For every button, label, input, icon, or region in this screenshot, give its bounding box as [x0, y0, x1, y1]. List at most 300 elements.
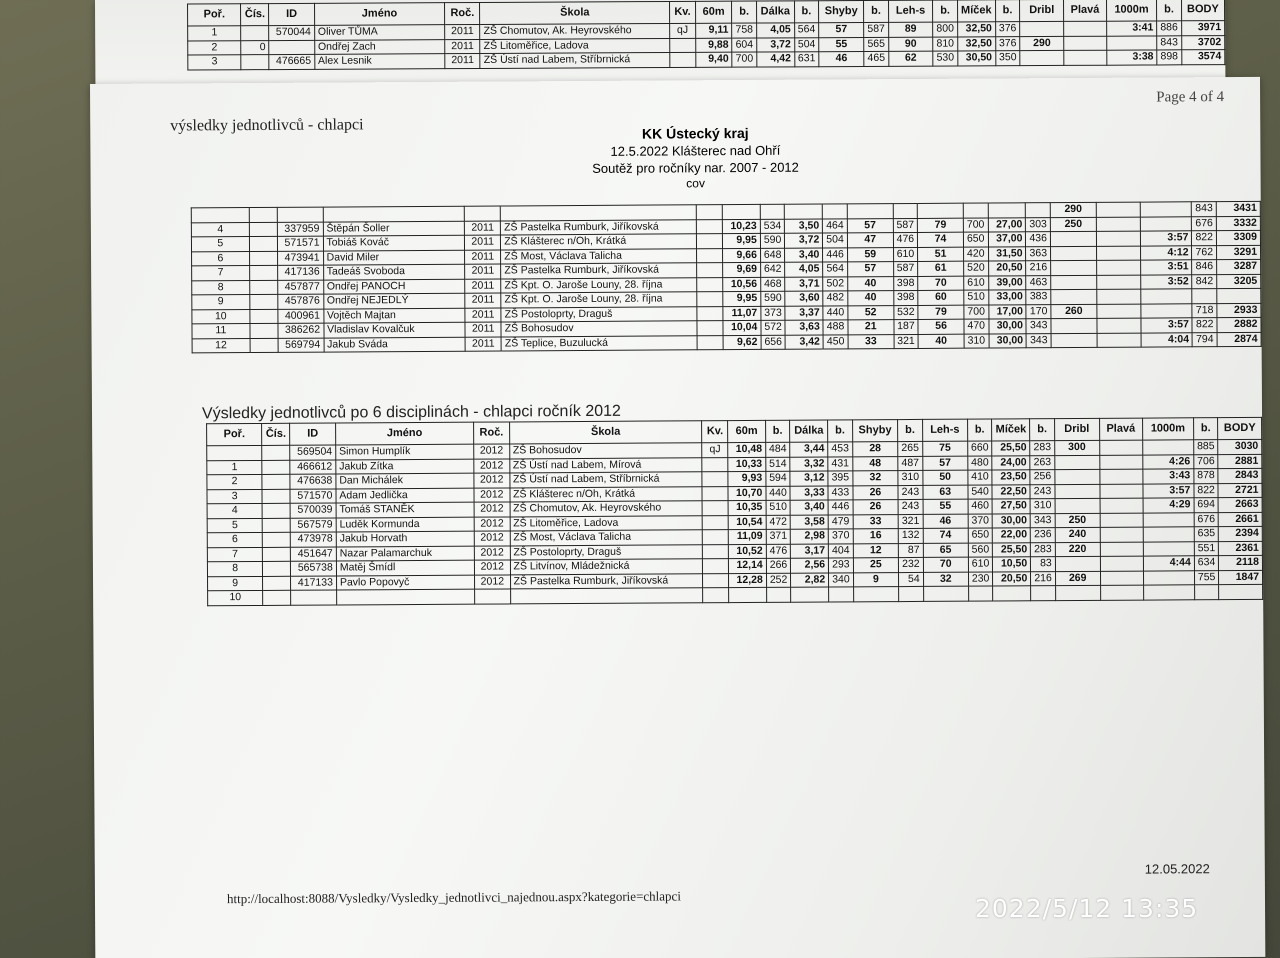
cell-por: 4 — [191, 222, 249, 237]
title-line-1: KK Ústecký kraj — [641, 124, 749, 142]
cell-roc: 2011 — [465, 249, 501, 264]
cell-micek: 37,00 — [988, 232, 1026, 247]
cell-cis — [250, 309, 278, 324]
cell-lehs: 90 — [888, 37, 933, 52]
cell-kv — [703, 559, 729, 574]
cell-plava — [1064, 50, 1107, 65]
column-header-b3: b. — [898, 419, 923, 441]
cell-kv — [670, 52, 696, 67]
cell-shyby: 52 — [848, 305, 894, 320]
cell-b4: 480 — [968, 455, 993, 470]
cell-dalka: 2,56 — [791, 558, 829, 573]
cell-b6: 842 — [1192, 274, 1217, 289]
cell-dalka: 3,50 — [785, 219, 823, 234]
cell-body: 3205 — [1217, 274, 1261, 289]
cell-plava — [1100, 571, 1143, 586]
cell-skola: ZŠ Kpt. O. Jaroše Louny, 28. října — [501, 292, 697, 308]
cell-km — [1142, 440, 1193, 455]
cell-id: 570039 — [290, 503, 336, 518]
cell-id: 571571 — [277, 236, 323, 251]
cell-b4: 540 — [968, 484, 993, 499]
cell-jmeno: David Miler — [323, 250, 465, 265]
cell-dribl: 220 — [1055, 542, 1100, 557]
cell-b6: 885 — [1194, 440, 1219, 455]
cell-plava — [1064, 36, 1107, 51]
cell-micek: 27,50 — [992, 499, 1030, 514]
cell-b2: 482 — [823, 291, 848, 306]
cell-shyby: 57 — [847, 218, 893, 233]
cell-b1: 534 — [760, 219, 785, 234]
cell-cis — [249, 251, 277, 266]
cell-roc: 2012 — [474, 516, 510, 531]
column-header-b4: b. — [933, 0, 958, 22]
cell-plava — [1097, 289, 1141, 304]
cell-b4: 310 — [964, 334, 989, 349]
cell-por: 5 — [207, 518, 262, 533]
cell-m60: 10,70 — [728, 486, 766, 501]
cell-por: 11 — [192, 324, 250, 339]
cell-cis — [263, 576, 291, 591]
cell-shyby: 32 — [853, 471, 899, 486]
header-left: výsledky jednotlivců - chlapci — [170, 116, 364, 135]
cell-b6: 551 — [1194, 541, 1219, 556]
cell-id: 400961 — [277, 309, 323, 324]
cell-b2: 479 — [828, 514, 853, 529]
cell-b6: 846 — [1192, 260, 1217, 275]
column-header-b3: b. — [864, 0, 889, 22]
cell-b3: 587 — [864, 22, 889, 37]
cell-skola: ZŠ Pastelka Rumburk, Jiříkovská — [501, 219, 697, 235]
cell-plava — [1100, 585, 1143, 600]
cell-roc: 2011 — [465, 293, 501, 308]
cell-roc: 2012 — [474, 458, 510, 473]
cell-lehs: 32 — [923, 572, 968, 587]
column-header-dalka: Dálka — [790, 420, 828, 442]
cell-id: 417136 — [277, 265, 323, 280]
cell-km — [1140, 289, 1192, 304]
cell-jmeno — [336, 589, 474, 604]
cell-dalka: 3,60 — [785, 291, 823, 306]
cell-km: 3:57 — [1143, 483, 1194, 498]
cell-b3: 587 — [893, 261, 918, 276]
cell-b3: 465 — [864, 51, 889, 66]
cell-m60: 12,28 — [729, 573, 767, 588]
cell-dribl — [1055, 585, 1100, 600]
cell-lehs: 74 — [918, 232, 964, 247]
cell-lehs: 51 — [918, 247, 964, 262]
cell-plava — [1100, 556, 1143, 571]
cell-m60: 10,33 — [728, 457, 766, 472]
cell-b1 — [766, 587, 791, 602]
column-header-dribl: Dribl — [1054, 418, 1099, 440]
cell-body: 2933 — [1217, 303, 1261, 318]
cell-plava — [1099, 440, 1142, 455]
cell-cis — [249, 222, 277, 237]
cell-b5: 383 — [1026, 290, 1051, 305]
column-header-dribl: Dribl — [1020, 0, 1064, 22]
cell-m60: 11,09 — [728, 529, 766, 544]
cell-body: 2661 — [1218, 512, 1262, 527]
cell-km — [1143, 512, 1194, 527]
cell-roc: 2011 — [465, 336, 501, 351]
cell-dalka: 3,12 — [790, 471, 828, 486]
column-header-b5: b. — [995, 0, 1020, 22]
cell-b3: 310 — [898, 470, 923, 485]
cell-b4: 470 — [964, 319, 989, 334]
cell-body: 2361 — [1219, 541, 1263, 556]
cell-dribl — [1051, 318, 1097, 333]
cell-roc: 2011 — [445, 24, 480, 39]
cell-cis — [263, 532, 291, 547]
cell-body — [1219, 584, 1263, 599]
cell-dribl: 240 — [1055, 527, 1100, 542]
cell-m60: 9,69 — [722, 262, 760, 277]
page-label: Page 4 of 4 — [1156, 89, 1225, 106]
cell-por: 7 — [207, 547, 262, 562]
column-header-jmeno: Jméno — [314, 3, 445, 26]
cell-plava — [1096, 260, 1140, 275]
cell-b5: 283 — [1031, 542, 1056, 557]
cell-dalka: 3,33 — [790, 485, 828, 500]
cell-body: 1847 — [1219, 570, 1263, 585]
cell-cis — [262, 460, 290, 475]
cell-por: 10 — [192, 309, 250, 324]
cell-por: 7 — [192, 266, 250, 281]
cell-plava — [1100, 484, 1143, 499]
cell-por: 8 — [207, 561, 262, 576]
cell-micek: 27,00 — [988, 217, 1026, 232]
cell-cis — [250, 338, 278, 353]
cell-roc: 2012 — [475, 574, 511, 589]
cell-roc: 2012 — [474, 487, 510, 502]
cell-dalka: 3,44 — [790, 442, 828, 457]
cell-b5: 256 — [1030, 470, 1055, 485]
cell-m60: 9,11 — [695, 23, 732, 38]
cell-skola: ZŠ Most, Václava Talicha — [501, 248, 697, 264]
cell-b1: 700 — [732, 52, 757, 67]
cell-b1: 440 — [766, 486, 791, 501]
cell-b3: 132 — [898, 528, 923, 543]
cell-cis — [250, 323, 278, 338]
cell-roc: 2011 — [445, 53, 480, 68]
cell-lehs: 62 — [889, 51, 934, 66]
cell-lehs: 60 — [918, 290, 964, 305]
column-header-plava: Plavá — [1099, 418, 1142, 440]
column-header-micek: Míček — [957, 0, 995, 22]
column-header-km: 1000m — [1106, 0, 1156, 21]
cell-por — [207, 445, 262, 460]
cell-roc: 2012 — [474, 502, 510, 517]
cell-body: 2882 — [1217, 317, 1261, 332]
cell-cis — [250, 294, 278, 309]
cell-b2: 502 — [823, 276, 848, 291]
cell-jmeno: Ondřej Zach — [314, 39, 445, 54]
cell-body: 2394 — [1219, 526, 1263, 541]
cell-por: 6 — [192, 251, 250, 266]
cell-kv — [703, 515, 729, 530]
cell-skola: ZŠ Pastelka Rumburk, Jiříkovská — [501, 263, 697, 279]
cell-b1: 373 — [761, 306, 786, 321]
column-header-b1: b. — [765, 420, 790, 442]
cell-lehs — [923, 586, 968, 601]
cell-kv — [703, 588, 729, 603]
cell-b6: 843 — [1192, 202, 1217, 217]
cell-dalka: 4,05 — [785, 262, 823, 277]
cell-lehs: 79 — [918, 305, 964, 320]
column-header-cis: Čís. — [241, 4, 269, 26]
cell-b2: 464 — [823, 218, 848, 233]
cell-b6: 822 — [1192, 318, 1217, 333]
cell-b3: 232 — [899, 557, 924, 572]
cell-b6: 676 — [1192, 216, 1217, 231]
cell-dribl — [1055, 498, 1100, 513]
cell-dribl: 290 — [1050, 202, 1096, 217]
cell-b4: 650 — [968, 528, 993, 543]
column-header-b5: b. — [1030, 419, 1055, 441]
cell-por: 9 — [208, 576, 263, 591]
cell-km: 3:41 — [1106, 21, 1156, 36]
cell-b1: 476 — [766, 544, 791, 559]
cell-b2: 504 — [823, 233, 848, 248]
cell-b3: 610 — [893, 247, 918, 262]
cell-m60: 12,14 — [729, 558, 767, 573]
cell-b3: 321 — [894, 334, 919, 349]
column-header-id: ID — [290, 423, 336, 445]
cell-b5: 243 — [1030, 484, 1055, 499]
cell-shyby: 33 — [853, 514, 899, 529]
cell-jmeno: Štěpán Šoller — [323, 221, 465, 236]
cell-id: 565738 — [291, 561, 337, 576]
column-header-cis: Čís. — [262, 423, 290, 445]
cell-dalka — [791, 587, 829, 602]
cell-skola: ZŠ Klášterec n/Oh, Krátká — [501, 234, 697, 250]
cell-por: 3 — [188, 55, 242, 70]
cell-id: 571570 — [290, 489, 336, 504]
cell-km: 3:51 — [1140, 260, 1192, 275]
cell-shyby: 46 — [819, 51, 864, 66]
cell-b5: 216 — [1026, 261, 1051, 276]
column-header-por: Poř. — [188, 4, 242, 26]
cell-b2: 504 — [794, 37, 819, 52]
cell-b1: 590 — [760, 233, 785, 248]
cell-skola: ZŠ Most, Václava Talicha — [510, 530, 703, 546]
title-block — [530, 123, 860, 192]
cell-cis — [262, 503, 290, 518]
cell-b2: 370 — [828, 529, 853, 544]
cell-b5 — [1031, 586, 1056, 601]
cell-plava — [1096, 231, 1140, 246]
cell-dalka: 3,42 — [785, 335, 823, 350]
cell-cis — [262, 445, 290, 460]
cell-por: 2 — [207, 474, 262, 489]
cell-body: 2663 — [1218, 497, 1262, 512]
cell-b5: 310 — [1030, 499, 1055, 514]
cell-dribl — [1051, 246, 1097, 261]
cell-b6: 706 — [1194, 454, 1219, 469]
cell-micek: 10,50 — [993, 557, 1031, 572]
cell-kv: qJ — [670, 23, 696, 38]
column-header-dalka: Dálka — [756, 1, 794, 23]
cell-b3: 243 — [898, 485, 923, 500]
cell-plava — [1099, 455, 1142, 470]
section-2012-title: Výsledky jednotlivců po 6 disciplinách - chlapci ročník 2012 — [201, 402, 621, 423]
cell-plava — [1064, 21, 1107, 36]
cell-skola: ZŠ Ústí nad Labem, Mírová — [509, 457, 702, 473]
cell-roc: 2011 — [445, 39, 480, 54]
cell-b3: 187 — [894, 319, 919, 334]
cell-body: 2721 — [1218, 483, 1262, 498]
cell-b3: 243 — [898, 499, 923, 514]
cell-cis — [241, 26, 269, 41]
cell-lehs: 65 — [923, 543, 968, 558]
cell-micek: 31,50 — [988, 246, 1026, 261]
cell-b6 — [1192, 289, 1217, 304]
cell-dalka: 3,40 — [785, 248, 823, 263]
cell-km: 3:38 — [1107, 50, 1157, 65]
cell-b5: 363 — [1026, 246, 1051, 261]
cell-b3: 87 — [898, 543, 923, 558]
cell-lehs: 89 — [888, 22, 933, 37]
cell-m60: 10,04 — [723, 320, 761, 335]
cell-shyby: 16 — [853, 529, 899, 544]
cell-id: 569504 — [290, 445, 336, 460]
cell-roc: 2012 — [474, 545, 510, 560]
cell-micek: 22,50 — [992, 484, 1030, 499]
cell-m60: 9,95 — [722, 233, 760, 248]
cell-micek: 30,00 — [988, 319, 1026, 334]
cell-cis — [262, 518, 290, 533]
column-header-plava: Plavá — [1064, 0, 1107, 21]
cell-km: 4:29 — [1143, 498, 1194, 513]
cell-km: 3:57 — [1140, 231, 1192, 246]
cell-por: 10 — [208, 590, 263, 605]
cell-dribl: 250 — [1055, 513, 1100, 528]
cell-m60: 9,93 — [728, 471, 766, 486]
column-header-roc: Roč. — [445, 2, 480, 24]
cell-b3: 398 — [893, 276, 918, 291]
cell-km — [1107, 35, 1157, 50]
cell-jmeno: Jakub Zítka — [336, 459, 474, 474]
cell-b1: 484 — [765, 442, 790, 457]
cell-dalka: 2,98 — [791, 529, 829, 544]
cell-body — [1217, 288, 1261, 303]
title-line-3: Soutěž pro ročníky nar. 2007 - 2012 — [592, 159, 799, 176]
cell-dribl: 260 — [1051, 304, 1097, 319]
cell-jmeno: Matěj Šmídl — [336, 560, 474, 575]
cell-dribl — [1020, 21, 1064, 36]
title-line-4: cov — [686, 176, 706, 191]
cell-b5: 83 — [1031, 557, 1056, 572]
cell-body: 3030 — [1218, 439, 1262, 454]
cell-skola: ZŠ Bohosudov — [509, 443, 702, 459]
column-header-shyby: Shyby — [819, 0, 864, 22]
column-header-km: 1000m — [1142, 418, 1193, 440]
cell-body: 3309 — [1216, 230, 1260, 245]
cell-kv — [696, 234, 722, 249]
cell-body: 3291 — [1217, 245, 1261, 260]
cell-por: 2 — [188, 40, 242, 55]
cell-dalka: 3,71 — [785, 277, 823, 292]
cell-shyby — [853, 587, 899, 602]
cell-m60: 10,35 — [728, 500, 766, 515]
cell-cis — [249, 280, 277, 295]
cell-shyby: 55 — [819, 37, 864, 52]
cell-shyby: 28 — [852, 442, 898, 457]
cell-dribl: 250 — [1050, 217, 1096, 232]
cell-m60 — [729, 587, 767, 602]
cell-micek: 25,50 — [993, 542, 1031, 557]
cell-b2: 453 — [828, 442, 853, 457]
cell-b3: 265 — [898, 441, 923, 456]
cell-roc: 2012 — [474, 473, 510, 488]
cell-skola: ZŠ Litoměřice, Ladova — [480, 38, 670, 53]
cell-b2: 631 — [794, 52, 819, 67]
cell-b4: 700 — [963, 218, 988, 233]
cell-jmeno: Luděk Kormunda — [336, 517, 474, 532]
cell-b5: 303 — [1026, 217, 1051, 232]
cell-shyby: 57 — [819, 22, 864, 37]
cell-jmeno: Vojtěch Majtan — [323, 308, 465, 323]
cell-cis — [263, 561, 291, 576]
cell-m60: 9,88 — [695, 38, 732, 53]
cell-cis: 0 — [241, 40, 269, 55]
cell-b4 — [968, 586, 993, 601]
cell-id: 473978 — [290, 532, 336, 547]
cell-lehs: 46 — [923, 514, 968, 529]
cell-kv — [702, 486, 728, 501]
cell-kv — [702, 472, 728, 487]
column-header-m60: 60m — [728, 420, 766, 442]
cell-b4: 370 — [968, 513, 993, 528]
cell-km: 4:44 — [1143, 556, 1194, 571]
cell-b3: 532 — [894, 305, 919, 320]
cell-b1: 472 — [766, 515, 791, 530]
cell-dalka: 3,72 — [785, 233, 823, 248]
column-header-shyby: Shyby — [852, 420, 898, 442]
cell-skola: ZŠ Ústí nad Labem, Stříbrnická — [480, 52, 670, 67]
cell-skola: ZŠ Chomutov, Ak. Heyrovského — [510, 501, 703, 517]
cell-b2: 431 — [828, 456, 853, 471]
cell-body: 3431 — [1216, 201, 1260, 216]
cell-dribl: 269 — [1055, 571, 1100, 586]
cell-b1: 642 — [760, 262, 785, 277]
cell-id: 417133 — [291, 576, 337, 591]
cell-shyby: 47 — [847, 233, 893, 248]
cell-skola: ZŠ Litvínov, Mládežnická — [510, 559, 703, 575]
cell-b1: 252 — [766, 573, 791, 588]
cell-km — [1140, 303, 1192, 318]
cell-cis — [263, 590, 291, 605]
cell-b5: 376 — [995, 22, 1020, 37]
cell-b3: 565 — [864, 37, 889, 52]
cell-shyby: 9 — [853, 572, 899, 587]
cell-dalka: 4,42 — [757, 52, 795, 67]
cell-kv — [703, 544, 729, 559]
cell-jmeno: Tadeáš Svoboda — [323, 264, 465, 279]
cell-m60: 10,56 — [723, 277, 761, 292]
column-header-b2: b. — [794, 1, 819, 23]
cell-b2: 446 — [823, 247, 848, 262]
cell-m60: 10,23 — [722, 219, 760, 234]
cell-dribl — [1051, 275, 1097, 290]
cell-dalka: 3,37 — [785, 306, 823, 321]
column-header-micek: Míček — [992, 419, 1030, 441]
column-header-skola: Škola — [480, 1, 670, 24]
cell-b5: 350 — [995, 51, 1020, 66]
cell-km — [1143, 541, 1194, 556]
cell-m60: 11,07 — [723, 306, 761, 321]
column-header-b4: b. — [967, 419, 992, 441]
